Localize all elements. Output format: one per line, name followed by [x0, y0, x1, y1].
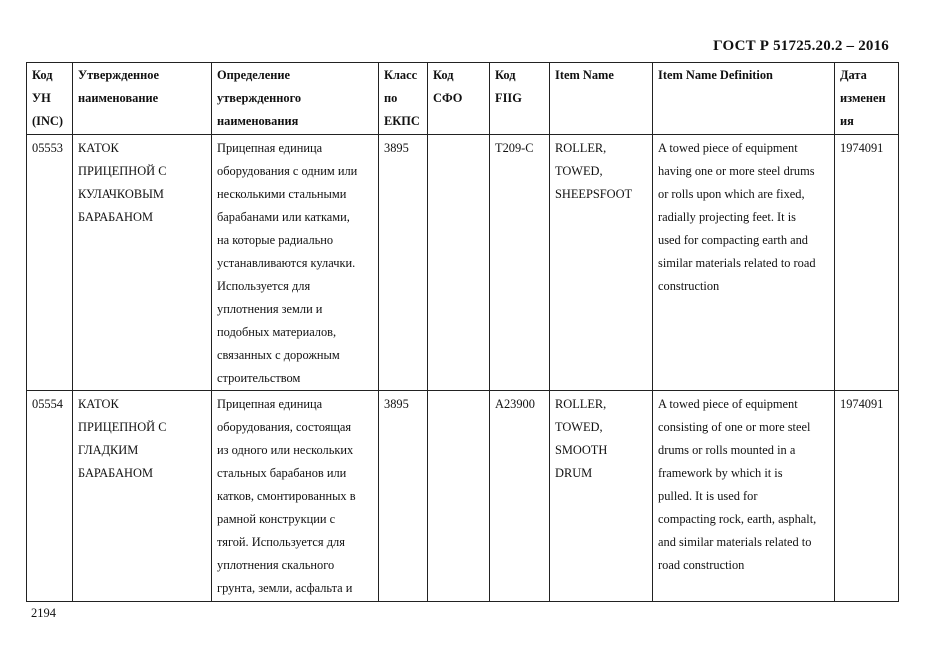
- definition-line: Используется для: [217, 279, 311, 293]
- col-header-change-date-line: ия: [840, 114, 854, 128]
- definition-line: на которые радиально: [217, 233, 334, 247]
- approved-name: [73, 391, 212, 602]
- col-header-item-definition: [653, 63, 835, 135]
- item-definition-line: similar materials related to road: [658, 256, 816, 270]
- definition-line: грунта, земли, асфальта и: [217, 581, 353, 595]
- approved-name-line: БАРАБАНОМ: [78, 210, 153, 224]
- item-definition-line: used for compacting earth and: [658, 233, 809, 247]
- item-definition-line: having one or more steel drums: [658, 164, 815, 178]
- definition-line: барабанами или катками,: [217, 210, 350, 224]
- col-header-item-name-line: Item Name: [555, 68, 614, 82]
- item-definition-line: drums or rolls mounted in a: [658, 443, 796, 457]
- item-definition-line: compacting rock, earth, asphalt,: [658, 512, 817, 526]
- table-header-row: [27, 63, 899, 135]
- definition-line: устанавливаются кулачки.: [217, 256, 356, 270]
- inc-code: 05554: [27, 391, 73, 602]
- definition: [212, 135, 379, 391]
- item-definition-line: construction: [658, 279, 720, 293]
- definition-line: строительством: [217, 371, 301, 385]
- col-header-class: [379, 63, 428, 135]
- col-header-inc-code-line: Код: [32, 68, 53, 82]
- fiig-code: A23900: [490, 391, 550, 602]
- fiig-code: T209-C: [490, 135, 550, 391]
- definition-line: Прицепная единица: [217, 397, 323, 411]
- col-header-fiig-code-line: FIIG: [495, 91, 522, 105]
- col-header-inc-code-line: УН: [32, 91, 51, 105]
- approved-name-line: ПРИЦЕПНОЙ С: [78, 164, 167, 178]
- item-definition-line: road construction: [658, 558, 745, 572]
- col-header-fiig-code: [490, 63, 550, 135]
- definition-line: несколькими стальными: [217, 187, 347, 201]
- col-header-change-date-line: изменен: [840, 91, 886, 105]
- col-header-approved-name-line: наименование: [78, 91, 159, 105]
- inc-code: 05553: [27, 135, 73, 391]
- item-name-line: ROLLER,: [555, 397, 607, 411]
- specification-table: [26, 62, 899, 602]
- definition-line: рамной конструкции с: [217, 512, 336, 526]
- col-header-fiig-code-line: Код: [495, 68, 516, 82]
- definition-line: из одного или нескольких: [217, 443, 354, 457]
- col-header-approved-name: [73, 63, 212, 135]
- col-header-item-name: [550, 63, 653, 135]
- col-header-class-line: Класс: [384, 68, 418, 82]
- definition-line: оборудования с одним или: [217, 164, 358, 178]
- definition-line: подобных материалов,: [217, 325, 337, 339]
- document-title: ГОСТ Р 51725.20.2 – 2016: [713, 38, 889, 54]
- definition-line: Прицепная единица: [217, 141, 323, 155]
- item-name-line: SHEEPSFOOT: [555, 187, 633, 201]
- item-name-line: SMOOTH: [555, 443, 608, 457]
- class-code: 3895: [379, 135, 428, 391]
- col-header-approved-name-line: Утвержденное: [78, 68, 159, 82]
- item-definition-line: pulled. It is used for: [658, 489, 758, 503]
- item-definition-line: or rolls upon which are fixed,: [658, 187, 805, 201]
- page-number: 2194: [31, 606, 56, 620]
- definition-line: тягой. Используется для: [217, 535, 345, 549]
- item-definition-line: framework by which it is: [658, 466, 783, 480]
- col-header-change-date-line: Дата: [840, 68, 867, 82]
- col-header-class-line: по: [384, 91, 398, 105]
- approved-name-line: ПРИЦЕПНОЙ С: [78, 420, 167, 434]
- col-header-sfo-code-line: СФО: [433, 91, 463, 105]
- item-name-line: DRUM: [555, 466, 593, 480]
- col-header-definition-line: Определение: [217, 68, 291, 82]
- col-header-inc-code-line: (INC): [32, 114, 63, 128]
- approved-name-line: КУЛАЧКОВЫМ: [78, 187, 164, 201]
- class-code: 3895: [379, 391, 428, 602]
- sfo-code: [428, 135, 490, 391]
- definition-line: уплотнения земли и: [217, 302, 323, 316]
- item-name: [550, 135, 653, 391]
- item-definition-line: A towed piece of equipment: [658, 397, 798, 411]
- item-definition-line: and similar materials related to: [658, 535, 812, 549]
- item-definition-line: A towed piece of equipment: [658, 141, 798, 155]
- sfo-code: [428, 391, 490, 602]
- definition-line: катков, смонтированных в: [217, 489, 356, 503]
- table-row: [27, 391, 899, 602]
- item-name-line: TOWED,: [555, 420, 603, 434]
- item-name-line: TOWED,: [555, 164, 603, 178]
- item-definition-line: radially projecting feet. It is: [658, 210, 796, 224]
- item-name: [550, 391, 653, 602]
- definition-line: стальных барабанов или: [217, 466, 347, 480]
- table-row: [27, 135, 899, 391]
- approved-name-line: КАТОК: [78, 141, 119, 155]
- col-header-inc-code: [27, 63, 73, 135]
- approved-name-line: КАТОК: [78, 397, 119, 411]
- approved-name: [73, 135, 212, 391]
- col-header-definition-line: утвержденного: [217, 91, 302, 105]
- approved-name-line: БАРАБАНОМ: [78, 466, 153, 480]
- definition-line: оборудования, состоящая: [217, 420, 352, 434]
- change-date: 1974091: [835, 391, 899, 602]
- approved-name-line: ГЛАДКИМ: [78, 443, 139, 457]
- col-header-definition-line: наименования: [217, 114, 299, 128]
- definition-line: уплотнения скального: [217, 558, 335, 572]
- col-header-sfo-code-line: Код: [433, 68, 454, 82]
- change-date: 1974091: [835, 135, 899, 391]
- col-header-sfo-code: [428, 63, 490, 135]
- definition-line: связанных с дорожным: [217, 348, 340, 362]
- item-definition: [653, 391, 835, 602]
- item-definition-line: consisting of one or more steel: [658, 420, 811, 434]
- definition: [212, 391, 379, 602]
- col-header-change-date: [835, 63, 899, 135]
- col-header-item-definition-line: Item Name Definition: [658, 68, 773, 82]
- col-header-class-line: ЕКПС: [384, 114, 420, 128]
- item-name-line: ROLLER,: [555, 141, 607, 155]
- item-definition: [653, 135, 835, 391]
- col-header-definition: [212, 63, 379, 135]
